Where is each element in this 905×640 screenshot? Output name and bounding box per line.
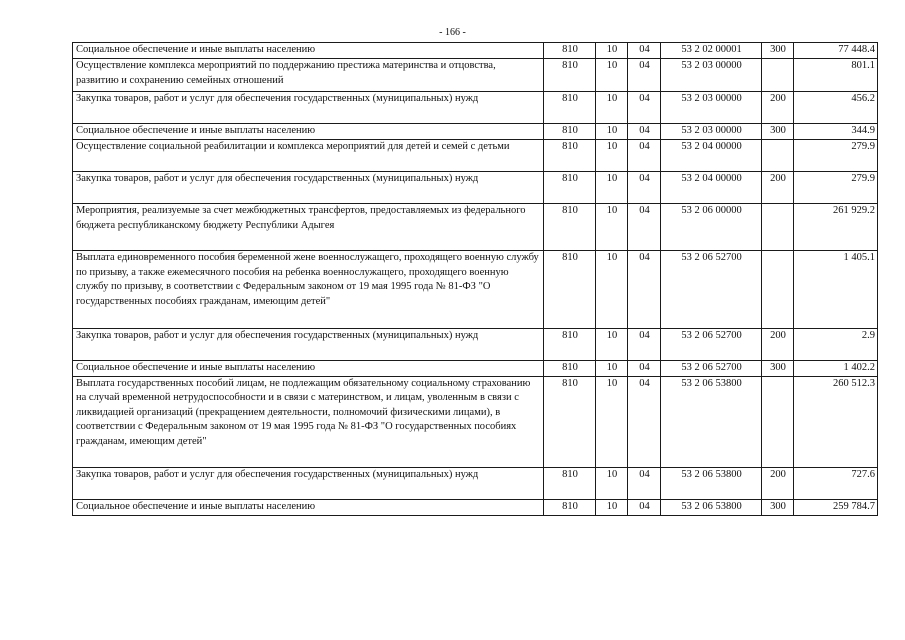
row-section: 10	[596, 172, 628, 204]
table-row	[73, 329, 878, 361]
row-expense-type: 300	[762, 124, 794, 140]
table-row	[73, 59, 878, 92]
row-admin-code: 810	[544, 251, 596, 329]
row-target-code: 53 2 06 53800	[661, 499, 762, 515]
row-subsection: 04	[628, 124, 661, 140]
row-target-code: 53 2 04 00000	[661, 172, 762, 204]
row-sum: 261 929.2	[794, 204, 878, 251]
row-sum: 1 402.2	[794, 361, 878, 377]
row-name: Выплата государственных пособий лицам, не подлежащим обязательному социальному страхованию на случай временной нетрудоспособности и в связи с материнством, и лицам, уволенным в связи с ликвидацией организаций (прекращением деятельности, полномочий физическими лицами), в соответствии с Федеральным законом от 19 мая 1995 года № 81-ФЗ "О государственных пособиях гражданам, имеющим детей"	[73, 376, 544, 467]
row-sum: 260 512.3	[794, 376, 878, 467]
row-subsection: 04	[628, 361, 661, 377]
table-row	[73, 204, 878, 251]
row-admin-code: 810	[544, 43, 596, 59]
row-section: 10	[596, 376, 628, 467]
row-subsection: 04	[628, 329, 661, 361]
row-admin-code: 810	[544, 361, 596, 377]
row-admin-code: 810	[544, 172, 596, 204]
row-sum: 259 784.7	[794, 499, 878, 515]
table-row	[73, 376, 878, 467]
row-sum: 279.9	[794, 140, 878, 172]
row-subsection: 04	[628, 499, 661, 515]
row-admin-code: 810	[544, 124, 596, 140]
row-sum: 727.6	[794, 467, 878, 499]
row-subsection: 04	[628, 172, 661, 204]
row-target-code: 53 2 06 52700	[661, 361, 762, 377]
row-target-code: 53 2 06 53800	[661, 467, 762, 499]
row-target-code: 53 2 06 52700	[661, 329, 762, 361]
row-target-code: 53 2 03 00000	[661, 124, 762, 140]
row-admin-code: 810	[544, 376, 596, 467]
row-subsection: 04	[628, 43, 661, 59]
row-expense-type	[762, 140, 794, 172]
row-section: 10	[596, 499, 628, 515]
row-sum: 279.9	[794, 172, 878, 204]
row-name: Социальное обеспечение и иные выплаты населению	[73, 124, 544, 140]
row-section: 10	[596, 204, 628, 251]
row-target-code: 53 2 03 00000	[661, 92, 762, 124]
row-section: 10	[596, 467, 628, 499]
row-expense-type: 200	[762, 92, 794, 124]
row-target-code: 53 2 02 00001	[661, 43, 762, 59]
row-admin-code: 810	[544, 467, 596, 499]
row-name: Закупка товаров, работ и услуг для обеспечения государственных (муниципальных) нужд	[73, 467, 544, 499]
row-target-code: 53 2 06 00000	[661, 204, 762, 251]
row-expense-type	[762, 59, 794, 92]
budget-table	[72, 42, 878, 516]
row-name: Осуществление комплекса мероприятий по поддержанию престижа материнства и отцовства, развитию и сохранению семейных отношений	[73, 59, 544, 92]
row-name: Мероприятия, реализуемые за счет межбюджетных трансфертов, предоставляемых из федерального бюджета республиканскому бюджету Республики Адыгея	[73, 204, 544, 251]
row-admin-code: 810	[544, 92, 596, 124]
row-target-code: 53 2 06 52700	[661, 251, 762, 329]
row-section: 10	[596, 43, 628, 59]
row-name: Социальное обеспечение и иные выплаты населению	[73, 361, 544, 377]
row-sum: 77 448.4	[794, 43, 878, 59]
row-expense-type	[762, 251, 794, 329]
row-subsection: 04	[628, 376, 661, 467]
row-subsection: 04	[628, 59, 661, 92]
row-sum: 801.1	[794, 59, 878, 92]
row-expense-type: 300	[762, 43, 794, 59]
row-subsection: 04	[628, 140, 661, 172]
row-target-code: 53 2 04 00000	[661, 140, 762, 172]
row-admin-code: 810	[544, 499, 596, 515]
row-name: Закупка товаров, работ и услуг для обеспечения государственных (муниципальных) нужд	[73, 329, 544, 361]
row-section: 10	[596, 140, 628, 172]
row-sum: 456.2	[794, 92, 878, 124]
row-subsection: 04	[628, 92, 661, 124]
row-section: 10	[596, 124, 628, 140]
table-row	[73, 124, 878, 140]
row-expense-type: 200	[762, 329, 794, 361]
row-sum: 2.9	[794, 329, 878, 361]
row-expense-type: 200	[762, 172, 794, 204]
table-row	[73, 467, 878, 499]
row-target-code: 53 2 06 53800	[661, 376, 762, 467]
row-name: Социальное обеспечение и иные выплаты населению	[73, 499, 544, 515]
row-section: 10	[596, 59, 628, 92]
row-section: 10	[596, 251, 628, 329]
row-expense-type	[762, 376, 794, 467]
row-subsection: 04	[628, 251, 661, 329]
row-section: 10	[596, 329, 628, 361]
row-subsection: 04	[628, 467, 661, 499]
row-section: 10	[596, 361, 628, 377]
page-number: - 166 -	[439, 27, 466, 38]
row-sum: 1 405.1	[794, 251, 878, 329]
row-admin-code: 810	[544, 140, 596, 172]
table-row	[73, 172, 878, 204]
row-expense-type	[762, 204, 794, 251]
table-row	[73, 92, 878, 124]
row-expense-type: 200	[762, 467, 794, 499]
table-row	[73, 361, 878, 377]
row-name: Осуществление социальной реабилитации и комплекса мероприятий для детей и семей с детьми	[73, 140, 544, 172]
row-expense-type: 300	[762, 499, 794, 515]
table-row	[73, 499, 878, 515]
row-name: Выплата единовременного пособия беременной жене военнослужащего, проходящего военную службу по призыву, а также ежемесячного пособия на ребенка военнослужащего, проходящего военную службу по призыву, в соответствии с Федеральным законом от 19 мая 1995 года № 81-ФЗ "О государственных пособиях гражданам, имеющим детей"	[73, 251, 544, 329]
row-subsection: 04	[628, 204, 661, 251]
row-admin-code: 810	[544, 204, 596, 251]
row-name: Закупка товаров, работ и услуг для обеспечения государственных (муниципальных) нужд	[73, 92, 544, 124]
row-name: Закупка товаров, работ и услуг для обеспечения государственных (муниципальных) нужд	[73, 172, 544, 204]
row-admin-code: 810	[544, 329, 596, 361]
row-name: Социальное обеспечение и иные выплаты населению	[73, 43, 544, 59]
table-row	[73, 140, 878, 172]
row-admin-code: 810	[544, 59, 596, 92]
table-row	[73, 43, 878, 59]
row-target-code: 53 2 03 00000	[661, 59, 762, 92]
table-row	[73, 251, 878, 329]
row-section: 10	[596, 92, 628, 124]
row-expense-type: 300	[762, 361, 794, 377]
row-sum: 344.9	[794, 124, 878, 140]
